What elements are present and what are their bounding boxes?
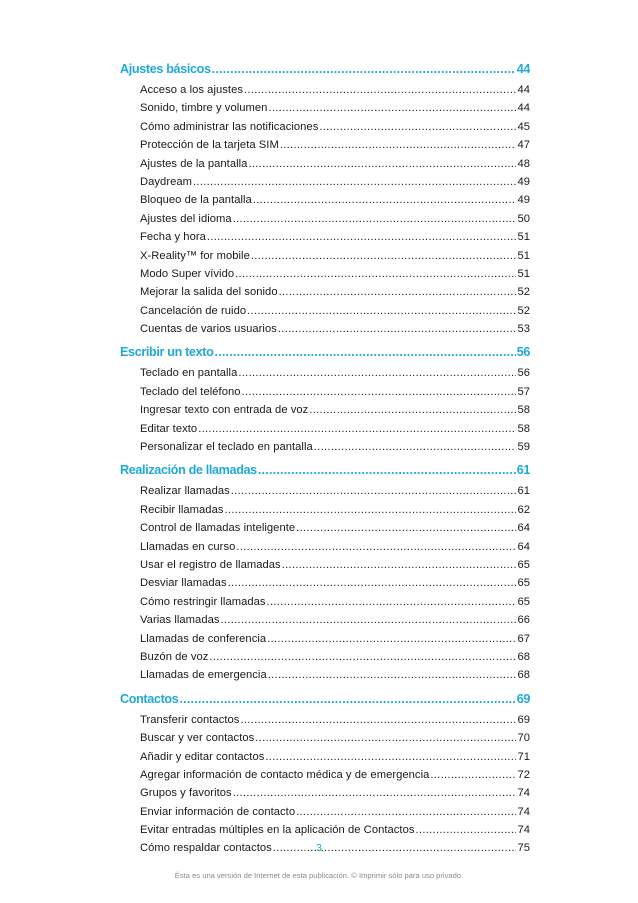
entry-page: 67 bbox=[517, 632, 530, 645]
entry-title: Evitar entradas múltiples en la aplicación de Contactos bbox=[140, 824, 415, 837]
entry-title: Personalizar el teclado en pantalla bbox=[140, 441, 313, 454]
toc-entry[interactable] bbox=[120, 118, 530, 136]
entry-title: Sonido, timbre y volumen bbox=[140, 102, 268, 115]
entry-page: 64 bbox=[517, 522, 530, 535]
entry-title: Modo Super vívido bbox=[140, 267, 235, 280]
entry-title: Agregar información de contacto médica y de emergencia bbox=[140, 768, 430, 781]
toc-section[interactable] bbox=[120, 687, 530, 711]
entry-page: 75 bbox=[517, 842, 530, 855]
entry-title: Teclado en pantalla bbox=[140, 367, 238, 380]
entry-page: 51 bbox=[517, 231, 530, 244]
dot-leader bbox=[279, 283, 517, 301]
dot-leader bbox=[255, 729, 516, 747]
dot-leader bbox=[235, 265, 516, 283]
toc-entry[interactable] bbox=[120, 784, 530, 802]
entry-page: 58 bbox=[517, 422, 530, 435]
entry-title: Daydream bbox=[140, 175, 193, 188]
entry-title: Mejorar la salida del sonido bbox=[140, 286, 278, 299]
section-page: 69 bbox=[516, 691, 530, 706]
dot-leader bbox=[296, 803, 516, 821]
dot-leader bbox=[314, 438, 517, 456]
toc-entry[interactable] bbox=[120, 173, 530, 191]
section-page: 44 bbox=[516, 62, 530, 76]
entry-title: Cancelación de ruido bbox=[140, 304, 247, 317]
entry-page: 74 bbox=[517, 824, 530, 837]
entry-page: 49 bbox=[517, 175, 530, 188]
entry-page: 52 bbox=[517, 304, 530, 317]
entry-title: Fecha y hora bbox=[140, 231, 206, 244]
dot-leader bbox=[221, 611, 517, 629]
entry-page: 59 bbox=[517, 441, 530, 454]
dot-leader bbox=[278, 320, 517, 338]
entry-title: Transferir contactos bbox=[140, 713, 240, 726]
entry-page: 44 bbox=[517, 102, 530, 115]
dot-leader bbox=[233, 210, 517, 228]
section-title: Realización de llamadas bbox=[120, 463, 257, 478]
entry-page: 68 bbox=[517, 669, 530, 682]
entry-page: 51 bbox=[517, 249, 530, 262]
dot-leader bbox=[193, 173, 516, 191]
toc-section[interactable] bbox=[120, 340, 530, 364]
entry-page: 64 bbox=[517, 540, 530, 553]
footer-notice: Ésta es una versión de Internet de esta publicación. © Imprimir sólo para uso privado. bbox=[174, 871, 464, 880]
entry-page: 48 bbox=[517, 157, 530, 170]
entry-title: Cómo administrar las notificaciones bbox=[140, 120, 319, 133]
toc-entry[interactable] bbox=[120, 729, 530, 747]
entry-title: Editar texto bbox=[140, 422, 198, 435]
toc-section[interactable] bbox=[120, 458, 530, 482]
entry-page: 66 bbox=[517, 614, 530, 627]
dot-leader bbox=[296, 519, 516, 537]
entry-title: Teclado del teléfono bbox=[140, 385, 241, 398]
entry-title: Bloqueo de la pantalla bbox=[140, 194, 252, 207]
dot-leader bbox=[268, 99, 516, 117]
table-of-contents bbox=[120, 57, 530, 858]
toc-entry[interactable] bbox=[120, 501, 530, 519]
entry-title: Enviar información de contacto bbox=[140, 805, 296, 818]
entry-title: Llamadas de conferencia bbox=[140, 632, 267, 645]
toc-entry[interactable] bbox=[120, 136, 530, 154]
entry-page: 65 bbox=[517, 558, 530, 571]
toc-entry[interactable] bbox=[120, 574, 530, 592]
dot-leader bbox=[267, 630, 516, 648]
dot-leader bbox=[236, 538, 516, 556]
dot-leader bbox=[228, 574, 517, 592]
toc-entry[interactable] bbox=[120, 766, 530, 784]
toc-entry[interactable] bbox=[120, 302, 530, 320]
entry-title: Añadir y editar contactos bbox=[140, 750, 265, 763]
toc-entry[interactable] bbox=[120, 748, 530, 766]
entry-page: 74 bbox=[517, 805, 530, 818]
dot-leader bbox=[280, 136, 517, 154]
entry-page: 47 bbox=[517, 139, 530, 152]
entry-page: 50 bbox=[517, 212, 530, 225]
entry-page: 72 bbox=[517, 768, 530, 781]
dot-leader bbox=[207, 228, 517, 246]
entry-page: 62 bbox=[517, 503, 530, 516]
toc-entry[interactable] bbox=[120, 711, 530, 729]
toc-entry[interactable] bbox=[120, 320, 530, 338]
section-title: Contactos bbox=[120, 691, 179, 706]
dot-leader bbox=[242, 383, 517, 401]
dot-leader bbox=[233, 784, 517, 802]
entry-page: 44 bbox=[517, 84, 530, 96]
toc-entry[interactable] bbox=[120, 210, 530, 228]
toc-entry[interactable] bbox=[120, 283, 530, 301]
entry-page: 65 bbox=[517, 577, 530, 590]
dot-leader bbox=[319, 118, 516, 136]
entry-page: 52 bbox=[517, 286, 530, 299]
toc-entry[interactable] bbox=[120, 265, 530, 283]
dot-leader bbox=[214, 340, 515, 364]
toc-entry[interactable] bbox=[120, 191, 530, 209]
dot-leader bbox=[309, 401, 516, 419]
dot-leader bbox=[212, 57, 516, 81]
entry-page: 68 bbox=[517, 650, 530, 663]
entry-title: Recibir llamadas bbox=[140, 503, 224, 516]
entry-page: 70 bbox=[517, 732, 530, 745]
dot-leader bbox=[248, 155, 516, 173]
toc-entry[interactable] bbox=[120, 538, 530, 556]
toc-entry[interactable] bbox=[120, 438, 530, 456]
entry-title: Acceso a los ajustes bbox=[140, 84, 243, 96]
entry-title: Ajustes del idioma bbox=[140, 212, 232, 225]
dot-leader bbox=[253, 191, 517, 209]
toc-entry[interactable] bbox=[120, 81, 530, 99]
dot-leader bbox=[238, 364, 516, 382]
toc-entry[interactable] bbox=[120, 364, 530, 382]
entry-title: Grupos y favoritos bbox=[140, 787, 232, 800]
entry-page: 45 bbox=[517, 120, 530, 133]
dot-leader bbox=[265, 748, 516, 766]
toc-entry[interactable] bbox=[120, 519, 530, 537]
entry-page: 56 bbox=[517, 367, 530, 380]
entry-page: 69 bbox=[517, 713, 530, 726]
dot-leader bbox=[209, 648, 516, 666]
entry-title: Cuentas de varios usuarios bbox=[140, 323, 277, 336]
toc-entry[interactable] bbox=[120, 593, 530, 611]
toc-entry[interactable] bbox=[120, 648, 530, 666]
section-page: 56 bbox=[516, 345, 530, 360]
entry-title: X-Reality™ for mobile bbox=[140, 249, 250, 262]
entry-title: Desviar llamadas bbox=[140, 577, 227, 590]
dot-leader bbox=[268, 666, 517, 684]
entry-title: Ajustes de la pantalla bbox=[140, 157, 248, 170]
entry-page: 57 bbox=[517, 385, 530, 398]
entry-page: 49 bbox=[517, 194, 530, 207]
page-number: 3 bbox=[316, 843, 322, 854]
toc-section[interactable] bbox=[120, 57, 530, 81]
dot-leader bbox=[416, 821, 517, 839]
toc-entry[interactable] bbox=[120, 99, 530, 117]
toc-entry[interactable] bbox=[120, 228, 530, 246]
toc-entry[interactable] bbox=[120, 556, 530, 574]
section-title: Escribir un texto bbox=[120, 345, 214, 360]
toc-entry[interactable] bbox=[120, 420, 530, 438]
dot-leader bbox=[231, 482, 517, 500]
dot-leader bbox=[225, 501, 517, 519]
dot-leader bbox=[267, 593, 517, 611]
toc-entry[interactable] bbox=[120, 611, 530, 629]
entry-title: Llamadas en curso bbox=[140, 540, 236, 553]
dot-leader bbox=[179, 687, 515, 711]
entry-page: 74 bbox=[517, 787, 530, 800]
entry-title: Cómo restringir llamadas bbox=[140, 595, 266, 608]
entry-title: Realizar llamadas bbox=[140, 485, 230, 498]
dot-leader bbox=[244, 81, 516, 99]
toc-entry[interactable] bbox=[120, 155, 530, 173]
entry-page: 53 bbox=[517, 323, 530, 336]
toc-entry[interactable] bbox=[120, 666, 530, 684]
entry-page: 71 bbox=[517, 750, 530, 763]
toc-entry[interactable] bbox=[120, 821, 530, 839]
entry-page: 61 bbox=[517, 485, 530, 498]
entry-title: Cómo respaldar contactos bbox=[140, 842, 272, 855]
entry-page: 51 bbox=[517, 267, 530, 280]
toc-entry[interactable] bbox=[120, 803, 530, 821]
entry-title: Usar el registro de llamadas bbox=[140, 558, 281, 571]
dot-leader bbox=[282, 556, 517, 574]
entry-title: Buzón de voz bbox=[140, 650, 209, 663]
entry-page: 58 bbox=[517, 404, 530, 417]
entry-title: Buscar y ver contactos bbox=[140, 732, 255, 745]
dot-leader bbox=[247, 302, 516, 320]
entry-title: Ingresar texto con entrada de voz bbox=[140, 404, 309, 417]
entry-title: Varias llamadas bbox=[140, 614, 220, 627]
toc-entry[interactable] bbox=[120, 247, 530, 265]
toc-entry[interactable] bbox=[120, 383, 530, 401]
section-title: Ajustes básicos bbox=[120, 62, 211, 76]
dot-leader bbox=[240, 711, 516, 729]
dot-leader bbox=[258, 458, 516, 482]
toc-entry[interactable] bbox=[120, 482, 530, 500]
entry-title: Llamadas de emergencia bbox=[140, 669, 267, 682]
dot-leader bbox=[198, 420, 516, 438]
entry-title: Control de llamadas inteligente bbox=[140, 522, 296, 535]
dot-leader bbox=[430, 766, 516, 784]
toc-entry[interactable] bbox=[120, 630, 530, 648]
entry-title: Protección de la tarjeta SIM bbox=[140, 139, 279, 152]
entry-page: 65 bbox=[517, 595, 530, 608]
toc-entry[interactable] bbox=[120, 401, 530, 419]
section-page: 61 bbox=[516, 463, 530, 478]
dot-leader bbox=[251, 247, 517, 265]
